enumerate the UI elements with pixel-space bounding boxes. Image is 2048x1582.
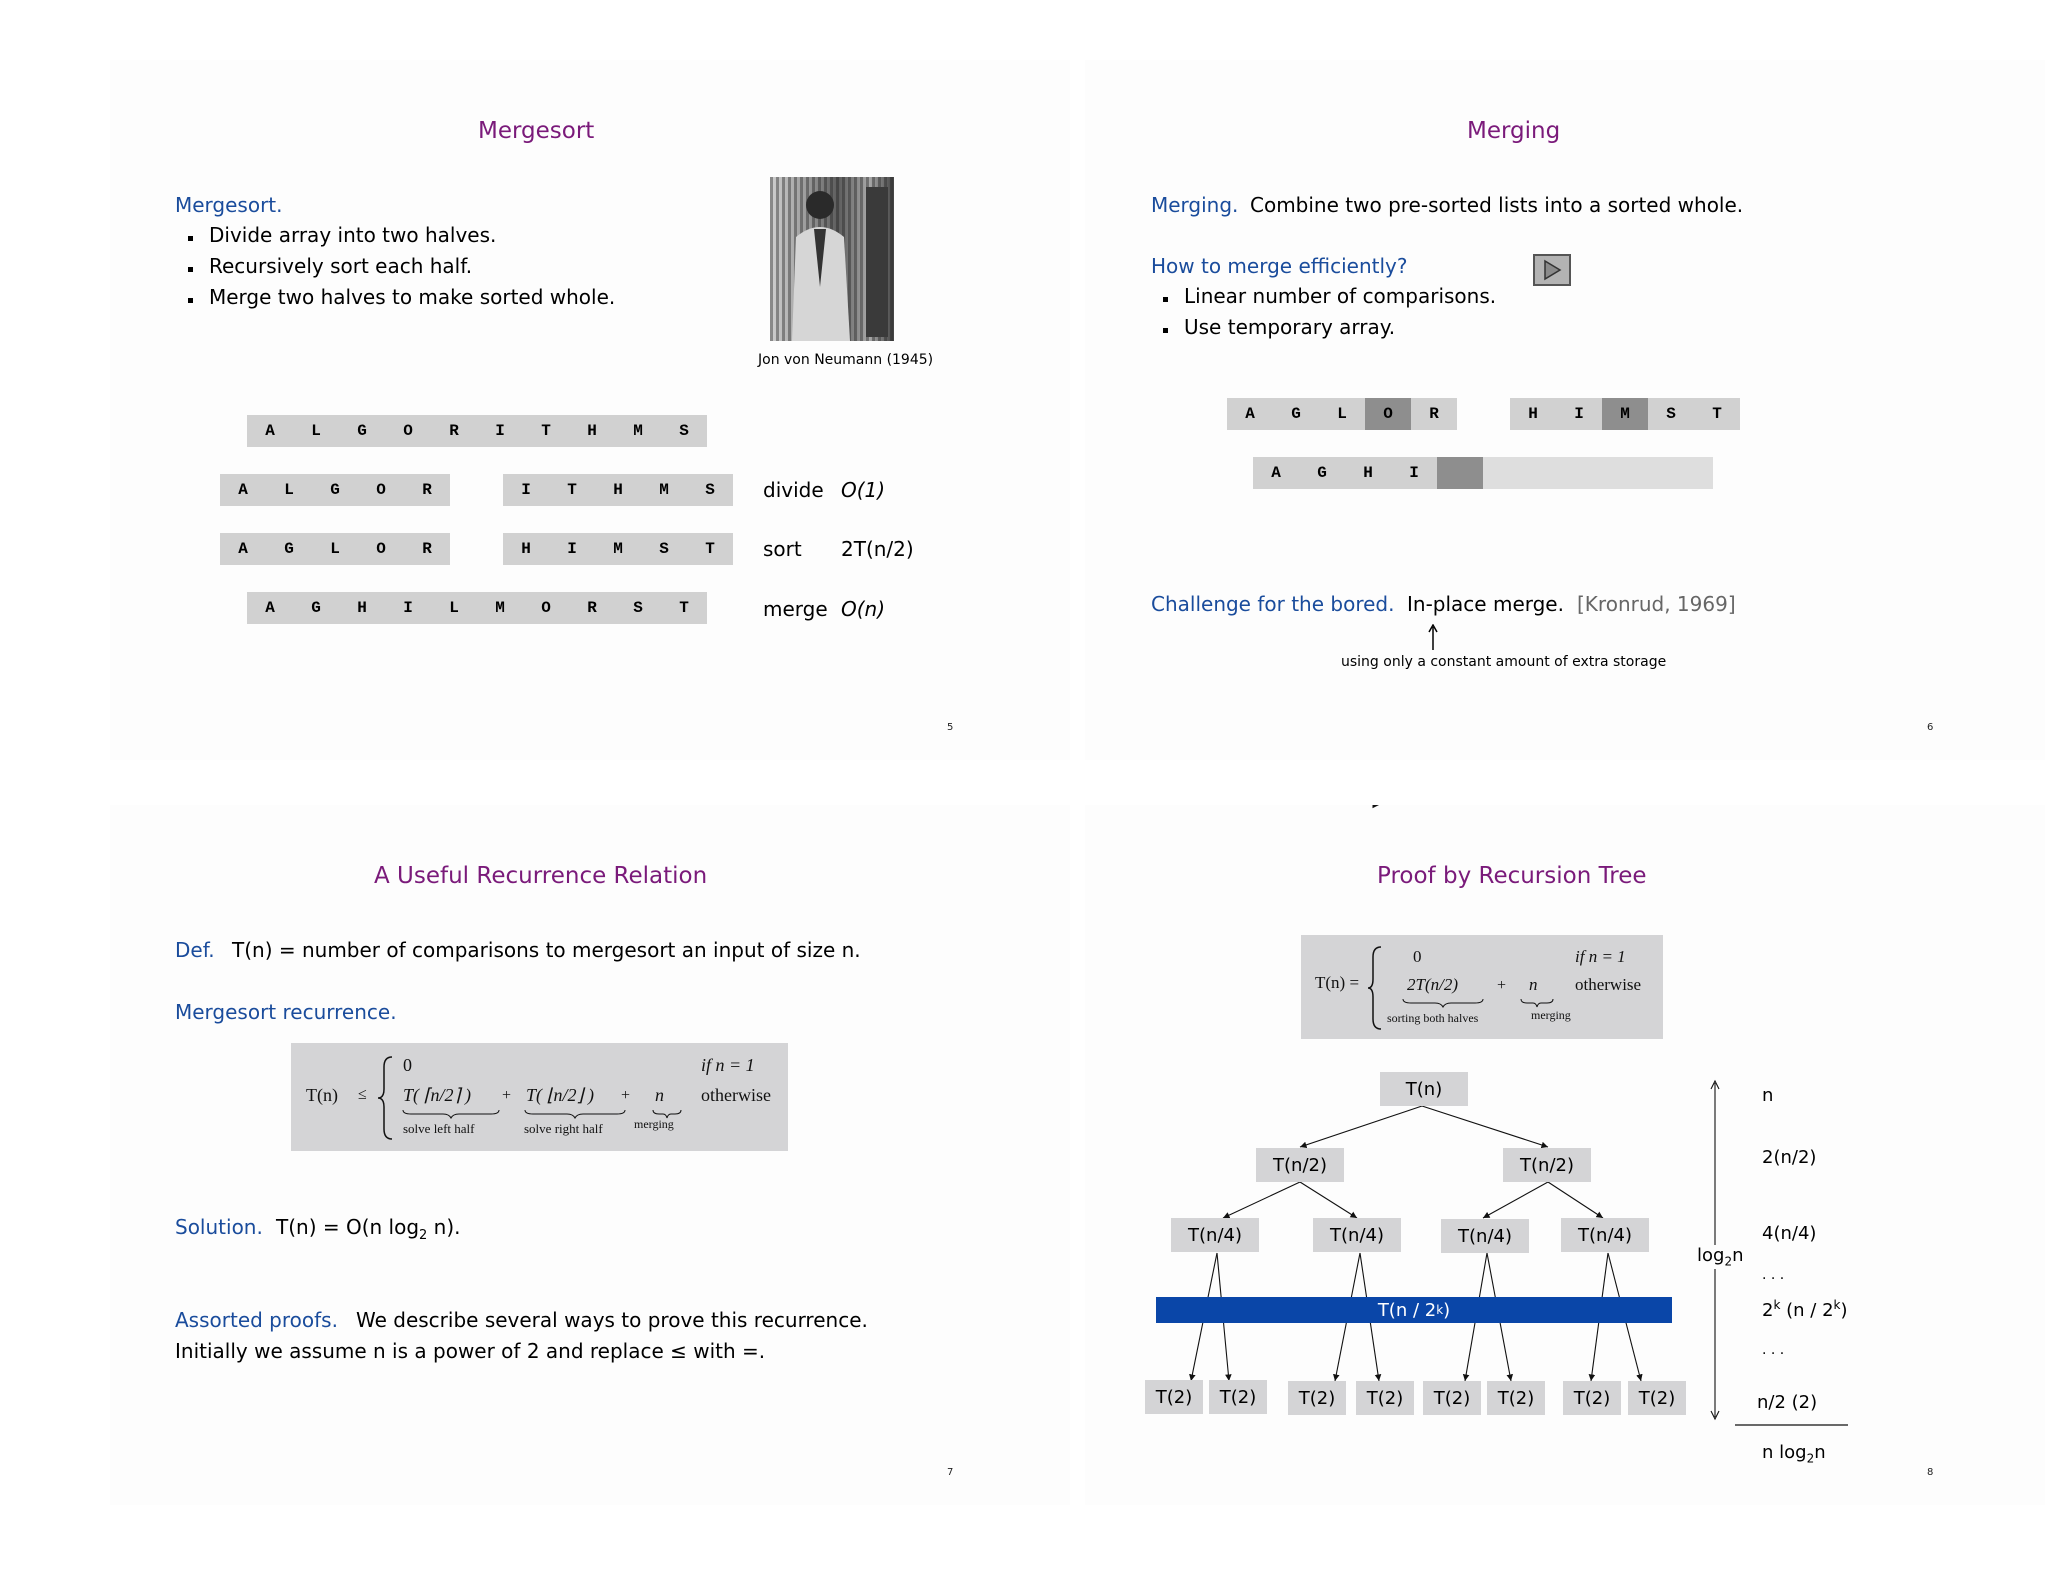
formula-lhs: T(n): [306, 1085, 338, 1105]
section-heading: Mergesort.: [175, 193, 283, 217]
array-cell: G: [293, 592, 339, 624]
level-k-bar: [1156, 1297, 1672, 1323]
solution-main: T(n) = O(n log: [276, 1215, 420, 1239]
challenge-text: In-place merge.: [1407, 592, 1564, 616]
array-cell: O: [358, 474, 404, 506]
formula-n-term: n: [655, 1085, 664, 1105]
page-number: 8: [1927, 1467, 1934, 1478]
tree-leaf: T(2): [1563, 1381, 1621, 1415]
array-cell: O: [523, 592, 569, 624]
tree-leaf: T(2): [1145, 1380, 1203, 1414]
sorting-note: sorting both halves: [1387, 1011, 1479, 1025]
array-cell: S: [661, 415, 707, 447]
array-cell: H: [1510, 398, 1556, 430]
proofs-text-line2: Initially we assume n is a power of 2 and replace ≤ with =.: [175, 1339, 766, 1363]
array-cell: H: [339, 592, 385, 624]
person-silhouette-icon: [770, 177, 894, 341]
slide-title: Mergesort: [478, 118, 595, 144]
array-cell: A: [1227, 398, 1273, 430]
step-cost-sort: 2T(n/2): [841, 537, 914, 561]
array-row-input: [247, 415, 707, 447]
tree-node-level2: T(n/4): [1561, 1218, 1649, 1252]
bullet-list: [176, 220, 615, 313]
formula-plus: +: [502, 1087, 512, 1104]
step-cost-merge: O(n): [841, 597, 886, 621]
array-cell: R: [404, 533, 450, 565]
array-cell: O: [385, 415, 431, 447]
array-cell: I: [477, 415, 523, 447]
level-cost: n: [1762, 1085, 1774, 1106]
array-cell: I: [385, 592, 431, 624]
array-cell: S: [615, 592, 661, 624]
array-cell: I: [1391, 457, 1437, 489]
cost-superscript: k: [1773, 1298, 1781, 1312]
array-cell: S: [1648, 398, 1694, 430]
tree-node-level1: T(n/2): [1503, 1148, 1591, 1182]
array-cell: T: [1694, 398, 1740, 430]
auxiliary-array: [1253, 457, 1713, 489]
array-cell: T: [687, 533, 733, 565]
height-text: log: [1697, 1245, 1725, 1266]
photo-caption: Jon von Neumann (1945): [758, 352, 934, 368]
tree-leaf: T(2): [1209, 1380, 1267, 1414]
proofs-text: We describe several ways to prove this recurrence.: [356, 1308, 868, 1332]
array-cell: G: [312, 474, 358, 506]
array-cell: A: [1253, 457, 1299, 489]
step-label-sort: sort: [763, 537, 802, 561]
merge-left-list: [1227, 398, 1457, 430]
bullet-item: Merge two halves to make sorted whole.: [176, 282, 615, 313]
array-cell: M: [615, 415, 661, 447]
formula-term: 2T(n/2): [1407, 975, 1458, 994]
formula-case2-condition: otherwise: [1575, 975, 1642, 994]
cost-text: (n / 2: [1780, 1300, 1834, 1321]
array-row-divide-left: [220, 474, 450, 506]
ellipsis: . . .: [1762, 1267, 1785, 1283]
array-cell: M: [595, 533, 641, 565]
formula-plus: +: [621, 1087, 631, 1104]
merging-note: merging: [634, 1117, 674, 1131]
def-label: Def.: [175, 938, 215, 962]
array-cell: G: [266, 533, 312, 565]
tree-node-level2: T(n/4): [1441, 1219, 1529, 1253]
total-cost: [1762, 1442, 1826, 1466]
cost-text: ): [1840, 1300, 1848, 1321]
array-cell: A: [220, 533, 266, 565]
level-cost-k: [1762, 1298, 1848, 1321]
array-cell: M: [641, 474, 687, 506]
tree-leaf: T(2): [1628, 1381, 1686, 1415]
array-cell: H: [1345, 457, 1391, 489]
citation: [Kronrud, 1969]: [1577, 592, 1736, 616]
bullet-item: Use temporary array.: [1151, 312, 1496, 343]
array-cell-empty: [1529, 457, 1575, 489]
slide-recursion-tree: [1085, 805, 2045, 1505]
array-cell: H: [595, 474, 641, 506]
level-cost: n/2 (2): [1757, 1392, 1818, 1413]
bullet-item: Linear number of comparisons.: [1151, 281, 1496, 312]
tree-node-root: T(n): [1380, 1072, 1468, 1106]
array-cell: M: [477, 592, 523, 624]
bullet-item: Recursively sort each half.: [176, 251, 615, 282]
slide-title: Merging: [1467, 118, 1561, 144]
cost-superscript: k: [1833, 1298, 1841, 1312]
page-number: 6: [1927, 722, 1934, 733]
bullet-list: [1151, 281, 1496, 343]
ellipsis: . . .: [1762, 1342, 1785, 1358]
portrait-photo: [770, 177, 894, 341]
array-cell: T: [523, 415, 569, 447]
array-cell: R: [569, 592, 615, 624]
formula-right-term: T( ⌊n/2⌋ ): [526, 1085, 595, 1105]
array-cell: R: [404, 474, 450, 506]
array-cell-current: M: [1602, 398, 1648, 430]
tree-node-level1: T(n/2): [1256, 1148, 1344, 1182]
slide-merging: [1085, 60, 2045, 760]
array-cell: S: [641, 533, 687, 565]
array-cell-current: O: [1365, 398, 1411, 430]
formula-n-term: n: [1529, 975, 1538, 994]
formula-lhs: T(n) =: [1315, 973, 1360, 992]
solution-subscript: 2: [419, 1228, 428, 1243]
array-cell: S: [687, 474, 733, 506]
formula-case1: 0: [403, 1055, 412, 1075]
array-cell-empty: [1667, 457, 1713, 489]
array-cell: A: [220, 474, 266, 506]
bar-superscript: k: [1436, 1303, 1444, 1317]
page-number: 7: [947, 1467, 954, 1478]
bullet-item: Divide array into two halves.: [176, 220, 615, 251]
slide-mergesort: [110, 60, 1070, 760]
level-cost: 2(n/2): [1762, 1147, 1817, 1168]
array-cell-next: [1437, 457, 1483, 489]
arrow-up-icon: [1425, 624, 1441, 650]
step-label-merge: merge: [763, 597, 828, 621]
annotation-note: using only a constant amount of extra storage: [1341, 654, 1667, 670]
tree-leaf: T(2): [1356, 1381, 1414, 1415]
tree-node-level2: T(n/4): [1171, 1218, 1259, 1252]
array-cell: G: [339, 415, 385, 447]
tree-node-level2: T(n/4): [1313, 1218, 1401, 1252]
array-cell: L: [312, 533, 358, 565]
array-cell: O: [358, 533, 404, 565]
section-heading: Merging.: [1151, 193, 1239, 217]
formula-case1-condition: if n = 1: [1575, 947, 1626, 966]
slide-title: A Useful Recurrence Relation: [374, 863, 708, 889]
step-label-divide: divide: [763, 478, 824, 502]
array-row-divide-right: [503, 474, 733, 506]
array-cell: I: [549, 533, 595, 565]
solution-label: Solution.: [175, 1215, 263, 1239]
array-cell: H: [503, 533, 549, 565]
array-cell: R: [1411, 398, 1457, 430]
array-cell: L: [431, 592, 477, 624]
play-button[interactable]: [1533, 254, 1571, 286]
recurrence-label: Mergesort recurrence.: [175, 1000, 397, 1024]
total-text-end: n: [1814, 1442, 1826, 1463]
recurrence-formula: [291, 1043, 788, 1151]
def-text: T(n) = number of comparisons to mergesort an input of size n.: [232, 938, 861, 962]
height-text-end: n: [1732, 1245, 1744, 1266]
array-cell-empty: [1483, 457, 1529, 489]
page-number: 5: [947, 722, 954, 733]
formula-left-term: T( ⌈n/2⌉ ): [403, 1085, 472, 1105]
merging-note: merging: [1531, 1008, 1571, 1022]
formula-relation: ≤: [358, 1086, 367, 1103]
tree-leaf: T(2): [1487, 1381, 1545, 1415]
array-cell: A: [247, 592, 293, 624]
formula-case1: 0: [1413, 947, 1422, 966]
array-cell: I: [503, 474, 549, 506]
array-cell: L: [1319, 398, 1365, 430]
array-cell: T: [661, 592, 707, 624]
tree-leaf: T(2): [1423, 1381, 1481, 1415]
challenge-label: Challenge for the bored.: [1151, 592, 1395, 616]
tree-leaf: T(2): [1288, 1381, 1346, 1415]
array-cell: H: [569, 415, 615, 447]
play-icon: [1541, 259, 1563, 281]
total-text: n log: [1762, 1442, 1807, 1463]
intro-text: Combine two pre-sorted lists into a sorted whole.: [1250, 193, 1744, 217]
formula-case2-condition: otherwise: [701, 1085, 771, 1105]
formula-plus: +: [1497, 977, 1507, 994]
slide-title: Proof by Recursion Tree: [1377, 863, 1647, 889]
array-cell: G: [1273, 398, 1319, 430]
total-subscript: 2: [1806, 1451, 1815, 1466]
brace-icon: [377, 1055, 395, 1141]
array-cell: R: [431, 415, 477, 447]
array-cell-empty: [1621, 457, 1667, 489]
height-subscript: 2: [1724, 1254, 1733, 1269]
proofs-label: Assorted proofs.: [175, 1308, 338, 1332]
solution-end: n).: [427, 1215, 461, 1239]
cost-text: 2: [1762, 1300, 1774, 1321]
array-row-sort-right: [503, 533, 733, 565]
array-row-merged: [247, 592, 707, 624]
array-cell: I: [1556, 398, 1602, 430]
bar-text-end: ): [1443, 1299, 1451, 1321]
tree-height-label: [1697, 1245, 1744, 1269]
solution-text: [276, 1215, 461, 1243]
slide-recurrence: [110, 805, 1070, 1505]
bar-text: T(n / 2: [1377, 1299, 1437, 1321]
right-half-note: solve right half: [524, 1121, 603, 1136]
formula-case1-condition: if n = 1: [701, 1055, 755, 1075]
array-row-sort-left: [220, 533, 450, 565]
level-cost: 4(n/4): [1762, 1223, 1817, 1244]
array-cell: L: [266, 474, 312, 506]
array-cell-empty: [1575, 457, 1621, 489]
merge-right-list: [1510, 398, 1740, 430]
question-heading: How to merge efficiently?: [1151, 254, 1408, 278]
array-cell: L: [293, 415, 339, 447]
array-cell: T: [549, 474, 595, 506]
array-cell: A: [247, 415, 293, 447]
array-cell: G: [1299, 457, 1345, 489]
left-half-note: solve left half: [403, 1121, 475, 1136]
step-cost-divide: O(1): [841, 478, 886, 502]
